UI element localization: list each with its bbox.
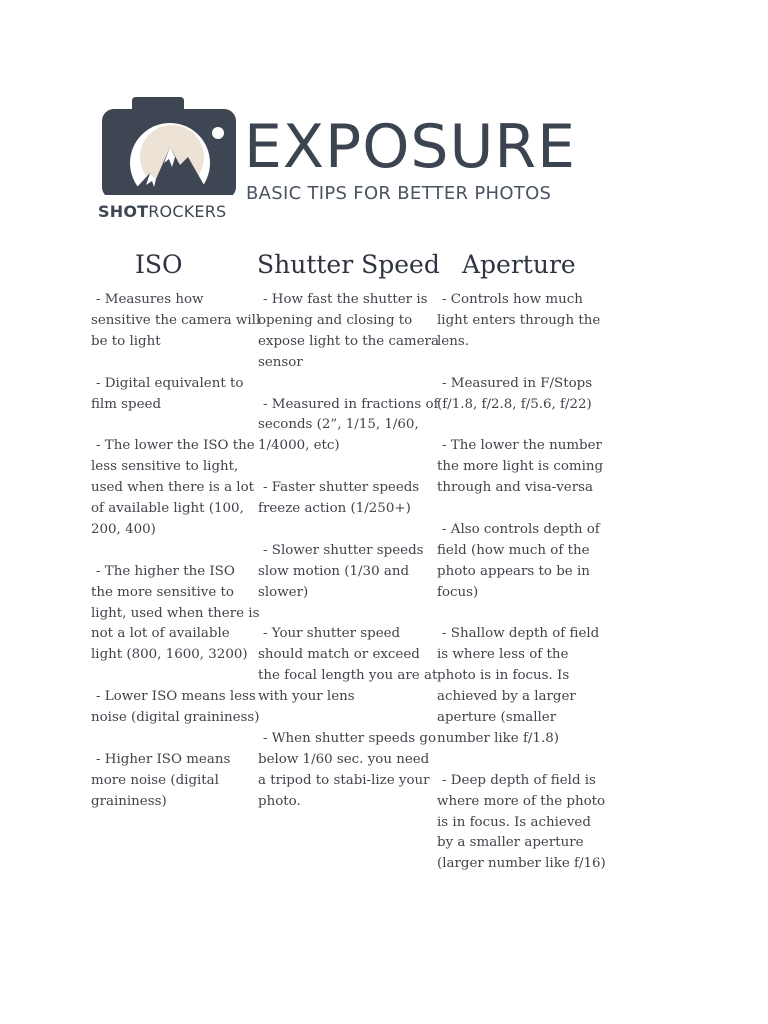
shutter-tip: - How fast the shutter is opening and closing to expose light to the camera sensor (258, 292, 439, 370)
aperture-tip: - The lower the number the more light is coming through and visa-versa (437, 438, 604, 496)
aperture-tip: - Also controls depth of field (how much of the photo appears to be in focus) (437, 521, 600, 600)
aperture-tip: - Deep depth of field is where more of the photo is in focus. Is achieved by a smaller aperture (larger number like f/16) (437, 772, 606, 872)
shutter-speed-heading: Shutter Speed (257, 250, 440, 279)
aperture-tip: - Measured in F/Stops (f/1.8, f/2.8, f/5.6, f/22) (437, 375, 593, 412)
shutter-tip: - Measured in fractions of seconds (2”, 1/15, 1/60, 1/4000, etc) (258, 396, 439, 454)
iso-tip: - Digital equivalent to film speed (91, 375, 244, 412)
iso-column (91, 290, 261, 833)
iso-tip: - Lower ISO means less noise (digital graininess) (91, 689, 260, 726)
camera-mountain-logo-icon (100, 95, 240, 205)
page-subtitle: BASIC TIPS FOR BETTER PHOTOS (246, 183, 552, 204)
iso-tip: - Measures how sensitive the camera will be to light (91, 292, 261, 349)
brand-name (98, 202, 226, 221)
shutter-speed-column (258, 290, 440, 833)
brand-bold: SHOT (98, 202, 149, 221)
shutter-tip: - Slower shutter speeds slow motion (1/30 and slower) (258, 542, 424, 600)
aperture-tip: - Shallow depth of field is where less of the photo is in focus. Is achieved by a larger aperture (smaller number like f/1.8) (437, 626, 600, 746)
shutter-tip: - Your shutter speed should match or exceed the focal length you are at with your lens (258, 626, 438, 705)
iso-tip: - Higher ISO means more noise (digital graininess) (91, 751, 231, 809)
brand-light: ROCKERS (148, 202, 227, 221)
shutter-tip: - When shutter speeds go below 1/60 sec. you need a tripod to stabi-lize your photo. (258, 730, 437, 809)
iso-heading: ISO (135, 250, 183, 279)
aperture-heading: Aperture (462, 250, 576, 279)
page-title: EXPOSURE (244, 112, 577, 182)
iso-tip: - The higher the ISO the more sensitive to light, used when there is not a lot of available light (800, 1600, 3200) (91, 563, 260, 663)
iso-tip: - The lower the ISO the less sensitive to light, used when there is a lot of available light (100, 200, 400) (91, 438, 255, 537)
aperture-tip: - Controls how much light enters through the lens. (437, 292, 601, 349)
shutter-tip: - Faster shutter speeds freeze action (1/250+) (258, 480, 420, 517)
aperture-column (437, 290, 609, 896)
